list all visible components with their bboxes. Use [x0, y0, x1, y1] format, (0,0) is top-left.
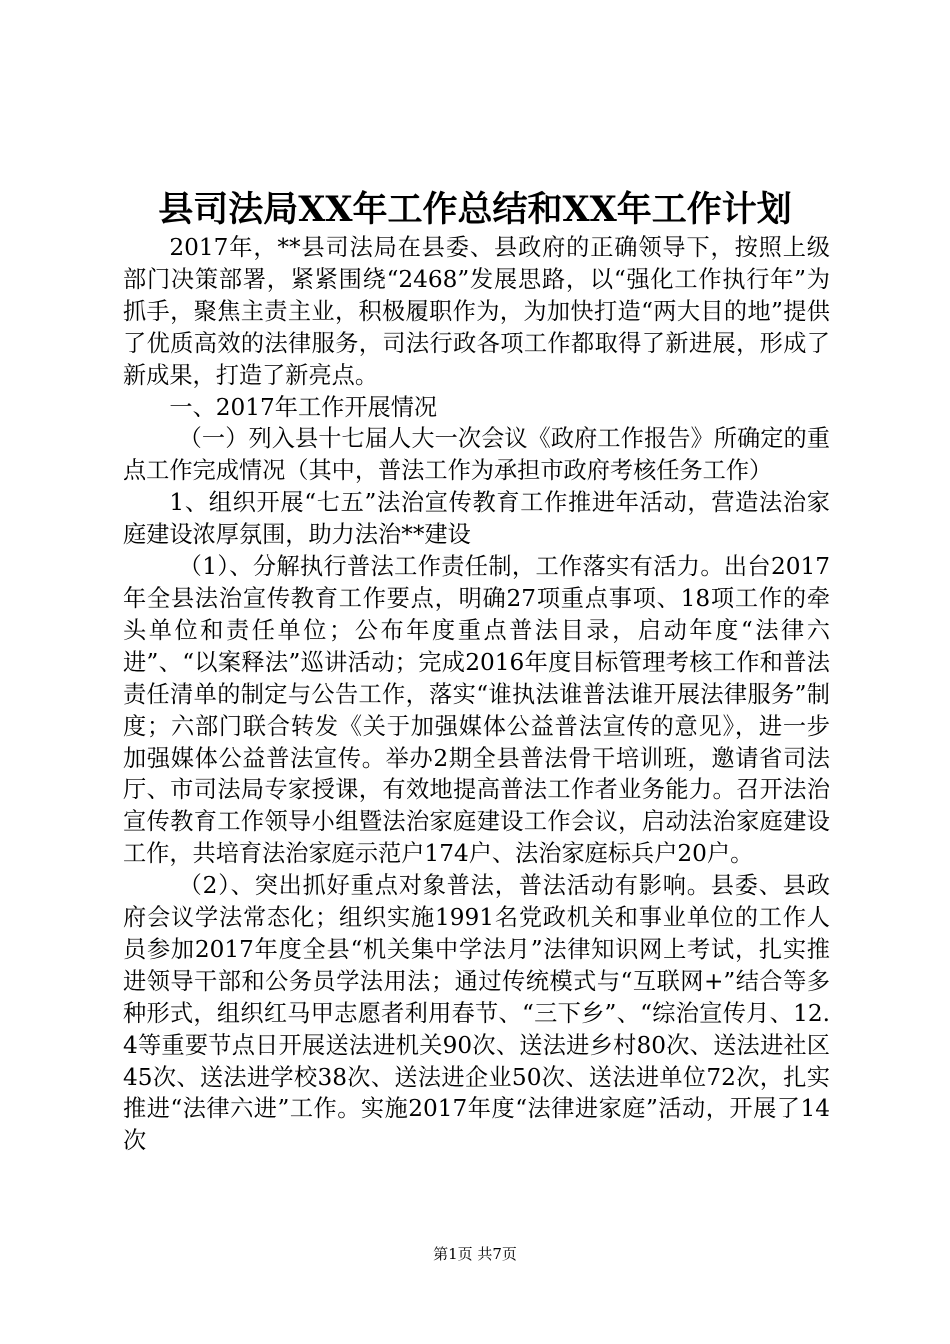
subsection-heading: （一）列入县十七届人大一次会议《政府工作报告》所确定的重点工作完成情况（其中，普法工作为承担市政府考核任务工作） [123, 425, 830, 485]
document-title: 县司法局XX年工作总结和XX年工作计划 [158, 189, 792, 230]
page-number: 第1页 共7页 [433, 1245, 517, 1263]
body-paragraph: （2）、突出抓好重点对象普法，普法活动有影响。县委、县政府会议学法常态化；组织实施1991名党政机关和事业单位的工作人员参加2017年度全县“机关集中学法月”法律知识网上考试，扎实推进领导干部和公务员学法用法；通过传统模式与“互联网+”结合等多种形式，组织红马甲志愿者利用春节、“三下乡”、“综治宣传月、12.4等重要节点日开展送法进机关90次、送法进乡村80次、送法进社区45次、送法进学校38次、送法进企业50次、送法进单位72次，扎实推进“法律六进”工作。实施2017年度“法律进家庭”活动，开展了14次 [123, 872, 830, 1155]
document-body [123, 232, 830, 1157]
item-heading: 1、组织开展“七五”法治宣传教育工作推进年活动，营造法治家庭建设浓厚氛围，助力法治**建设 [123, 489, 830, 549]
section-heading: 一、2017年工作开展情况 [169, 393, 438, 421]
intro-paragraph: 2017年，**县司法局在县委、县政府的正确领导下，按照上级部门决策部署，紧紧围绕“2468”发展思路，以“强化工作执行年”为抓手，聚焦主责主业，积极履职作为，为加快打造“两大目的地”提供了优质高效的法律服务，司法行政各项工作都取得了新进展，形成了新成果，打造了新亮点。 [123, 234, 830, 389]
body-paragraph: （1）、分解执行普法工作责任制，工作落实有活力。出台2017年全县法治宣传教育工作要点，明确27项重点事项、18项工作的牵头单位和责任单位；公布年度重点普法目录，启动年度“法律六进”、“以案释法”巡讲活动；完成2016年度目标管理考核工作和普法责任清单的制定与公告工作，落实“谁执法谁普法谁开展法律服务”制度；六部门联合转发《关于加强媒体公益普法宣传的意见》，进一步加强媒体公益普法宣传。举办2期全县普法骨干培训班，邀请省司法厅、市司法局专家授课，有效地提高普法工作者业务能力。召开法治宣传教育工作领导小组暨法治家庭建设工作会议，启动法治家庭建设工作，共培育法治家庭示范户174户、法治家庭标兵户20户。 [123, 553, 830, 868]
